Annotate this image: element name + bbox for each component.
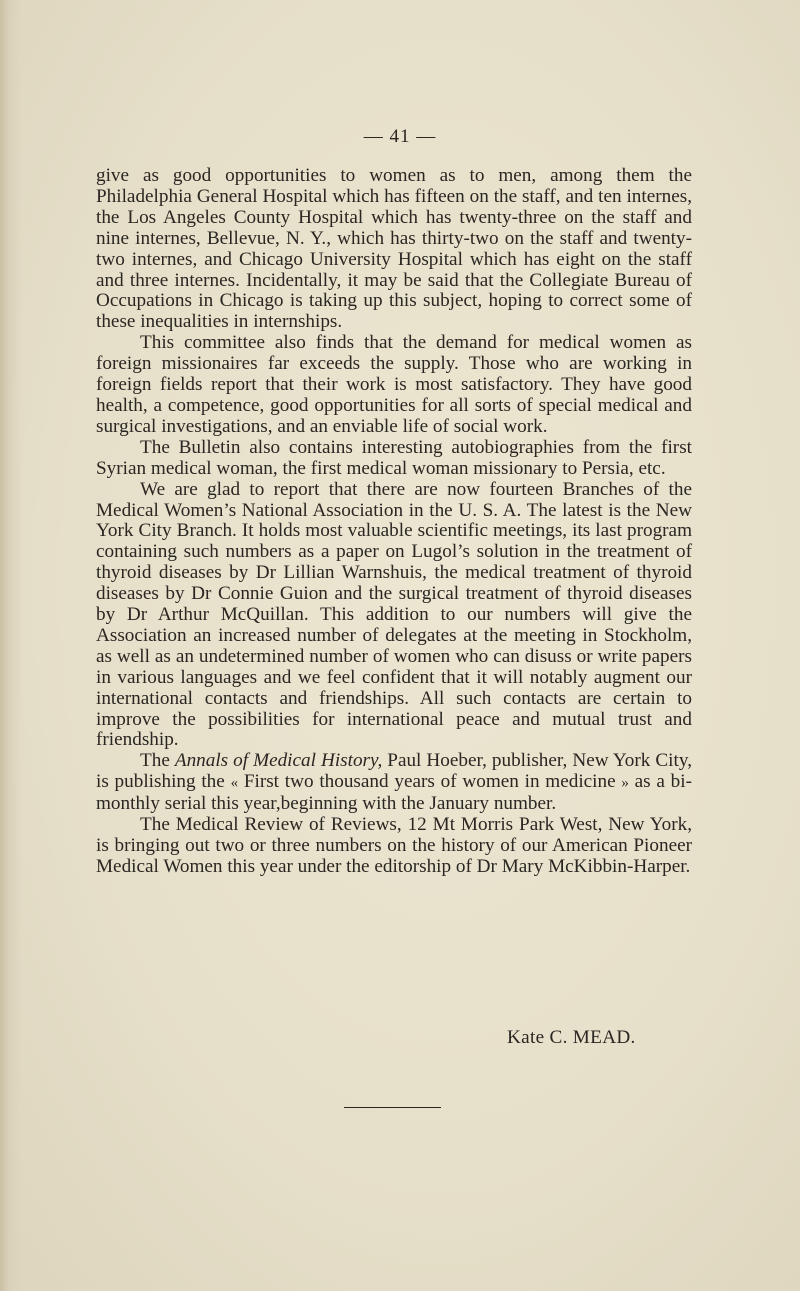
paragraph-hospitals: give as good opportunities to women as to men, among them the Philadelphia General Hospital which has fifteen on the staff, and ten internes, the Los Angeles County Hospital which has twenty-three on the staff and nine internes, Bellevue, N. Y., which has thirty-two on the staff and twenty-two internes, and Chicago University Hospital which has eight on the staff and three internes. Incidentally, it may be said that the Collegiate Bureau of Occupations in Chicago is taking up this subject, hoping to correct some of these inequalities in internships. — [96, 165, 692, 333]
paragraph-review: The Medical Review of Reviews, 12 Mt Morris Park West, New York, is bringing out two or three numbers on the history of our American Pioneer Medical Women this year under the editorship of Dr Mary McKibbin-Harper. — [96, 814, 692, 877]
page-edge-shadow — [0, 0, 22, 1291]
annals-suffix: as a bi-monthly serial this year,beginning with the January number. — [96, 771, 692, 815]
section-divider-rule — [344, 1107, 441, 1108]
page-number: — 41 — — [363, 126, 437, 147]
quote-open-mark: « — [230, 775, 239, 792]
annals-quoted-title: First two thousand years of women in medicine — [238, 771, 622, 793]
signature: Kate C. MEAD. — [507, 1027, 636, 1048]
annals-publisher: Paul Hoeber, publisher, New York City, is publishing the — [96, 750, 692, 793]
quote-close-mark: » — [621, 775, 629, 792]
annals-title: Annals of Medical History, — [174, 750, 383, 772]
annals-prefix: The — [140, 750, 175, 772]
paragraph-missionaries: This committee also finds that the demand for medical women as foreign missionaires far exceeds the supply. Those who are working in foreign fields report that their work is most satisfactory. They have good health, a competence, good opportunities for all sorts of special medical and surgical investigations, and an enviable life of social work. — [96, 332, 692, 437]
paragraph-bulletin: The Bulletin also contains interesting autobiographies from the first Syrian medical woman, the first medical woman missionary to Persia, etc. — [96, 436, 692, 479]
paragraph-branches: We are glad to report that there are now fourteen Branches of the Medical Women’s National Association in the U. S. A. The latest is the New York City Branch. It holds most valuable scientific meetings, its last program containing such numbers as a paper on Lugol’s solution in the treatment of thyroid diseases by Dr Lillian Warnshuis, the medical treatment of thyroid diseases by Dr Connie Guion and the surgical treatment of thyroid diseases by Dr Arthur McQuillan. This addition to our numbers will give the Association an increased number of delegates at the meeting in Stockholm, as well as an undetermined number of women who can disuss or write papers in various languages and we feel confident that it will notably augment our international contacts and friendships. All such contacts are certain to improve the possibilities for international peace and mutual trust and friendship. — [96, 478, 692, 751]
paragraph-annals — [96, 751, 692, 815]
body-text — [96, 166, 692, 878]
